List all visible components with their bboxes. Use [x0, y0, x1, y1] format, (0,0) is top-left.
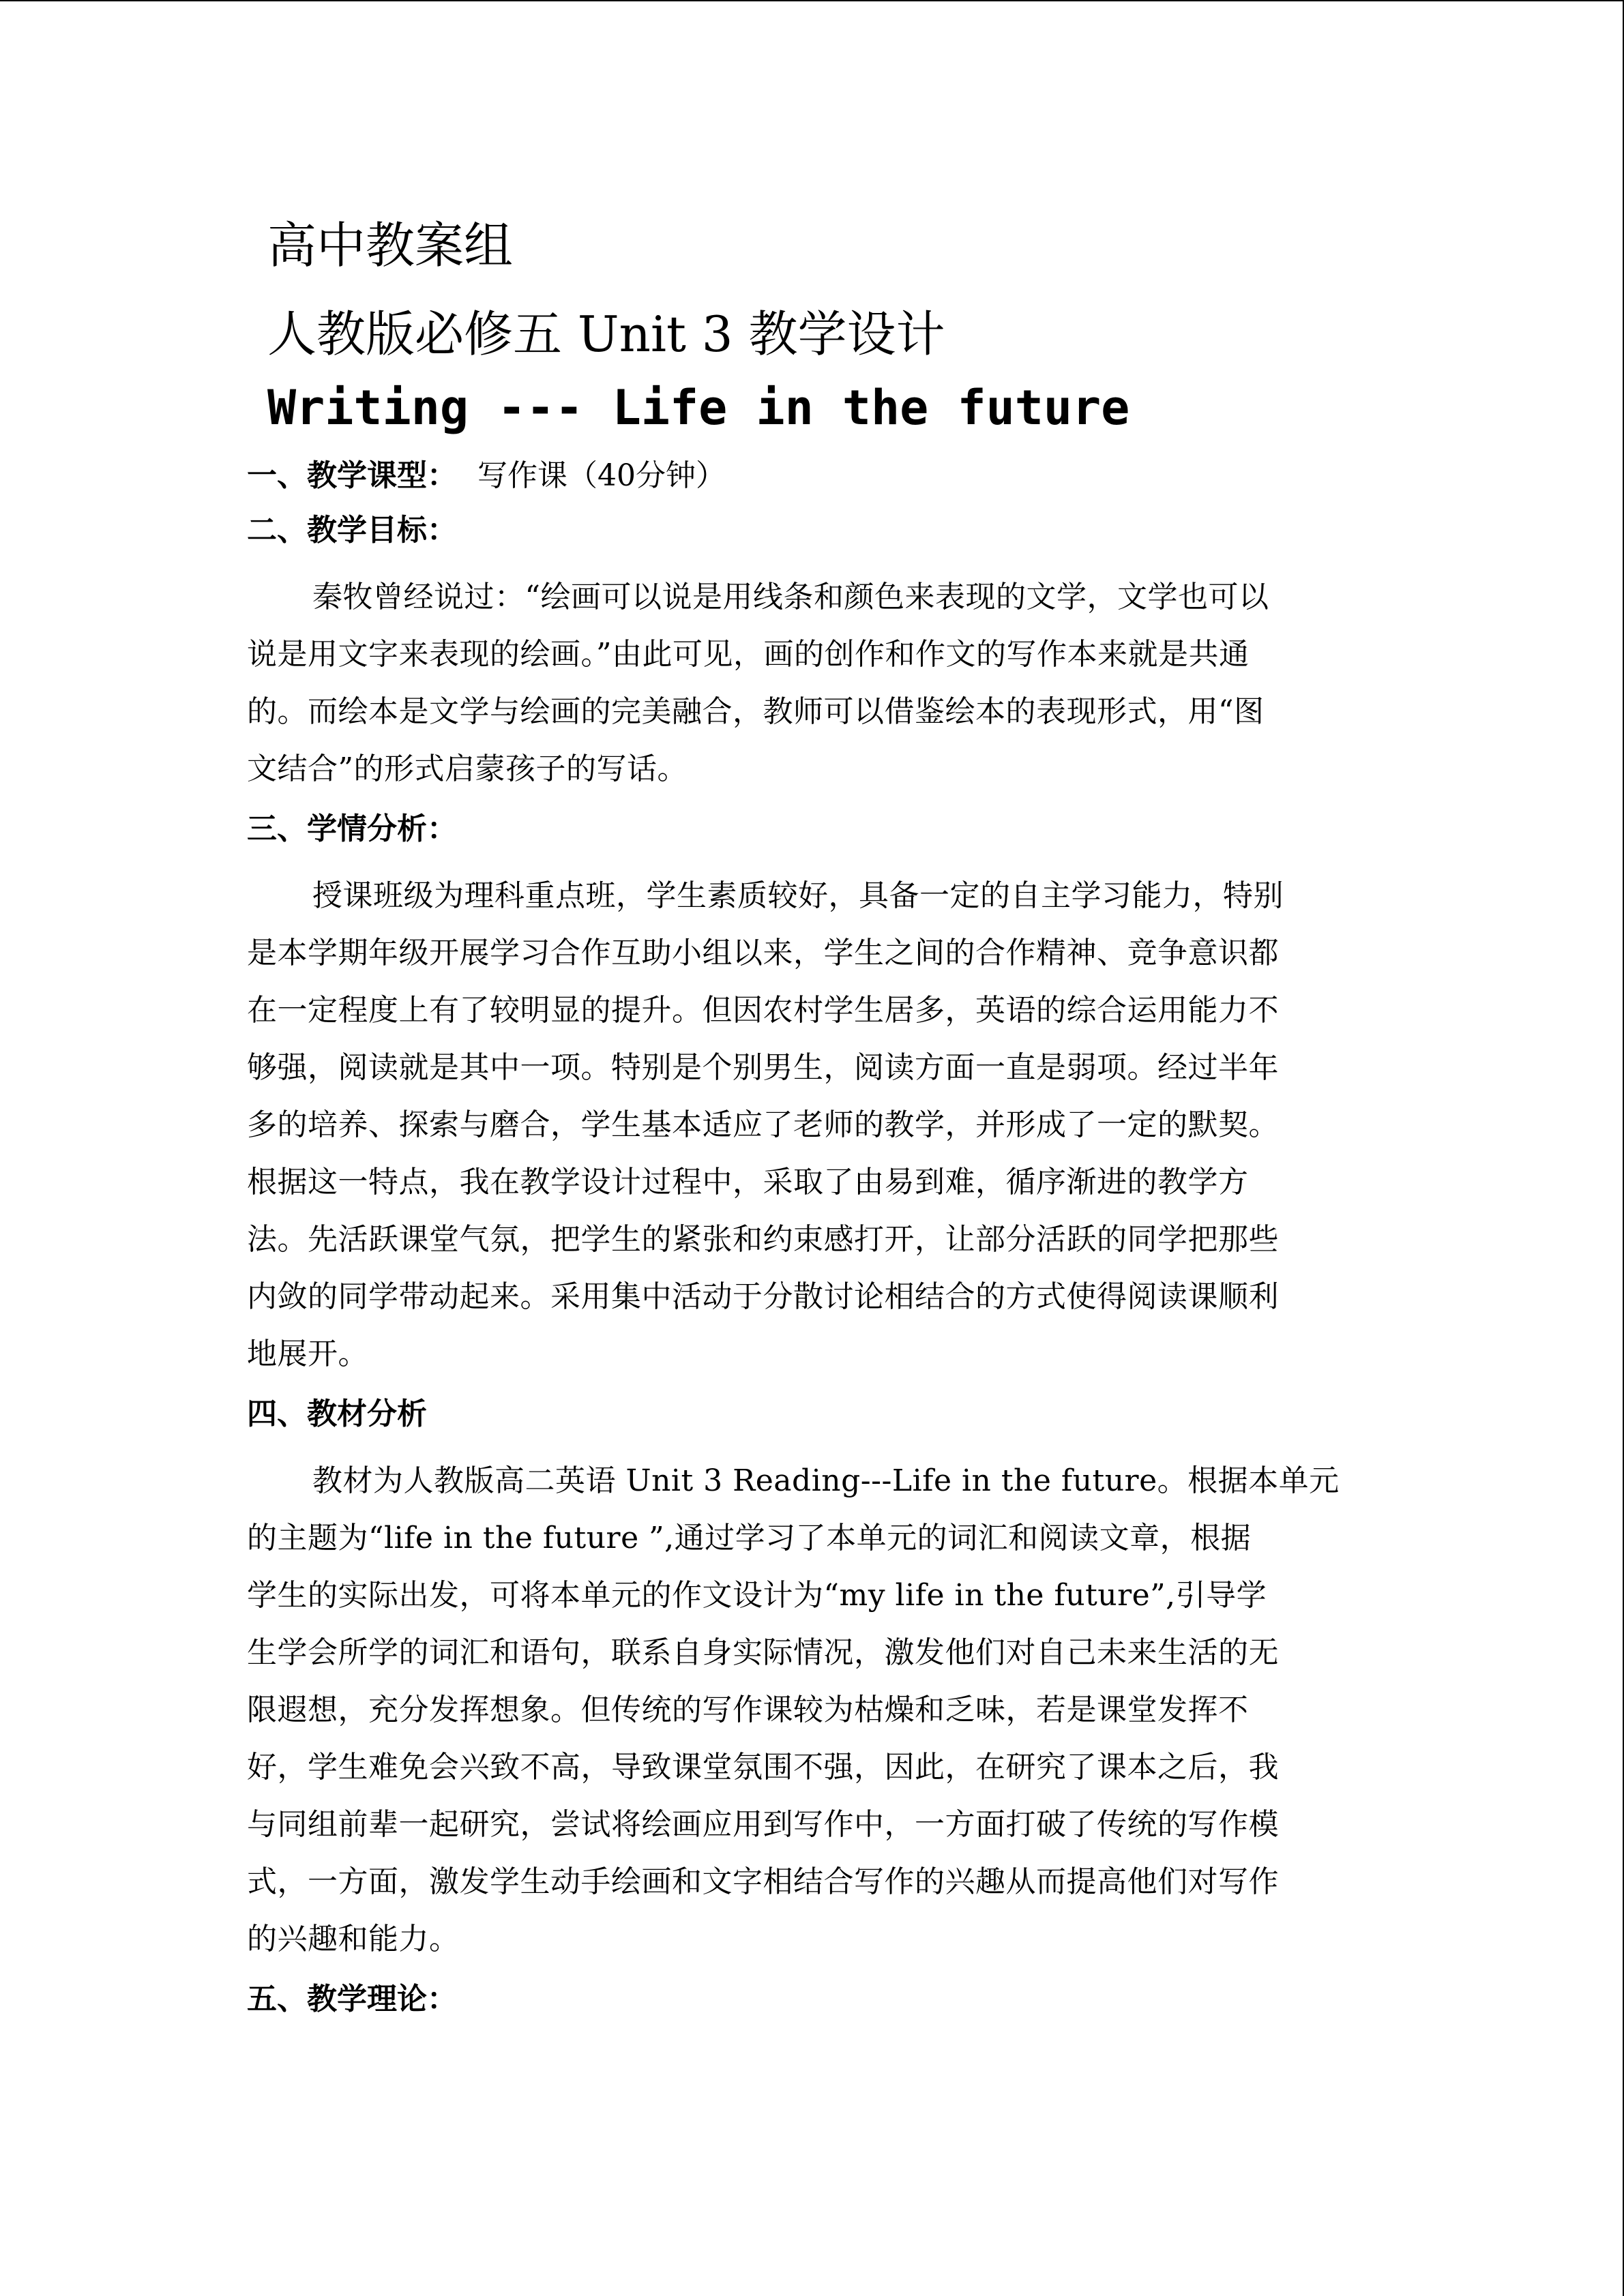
- paragraph-line: 式，一方面，激发学生动手绘画和文字相结合写作的兴趣从而提高他们对写作: [247, 1864, 1279, 1899]
- document-topic-title: Writing --- Life in the future: [267, 380, 1130, 436]
- document-lesson-title: 人教版必修五 Unit 3 教学设计: [267, 305, 945, 363]
- section-objectives-heading: 二、教学目标：: [247, 513, 457, 548]
- section-objectives-paragraph: [247, 569, 1379, 798]
- section-student-analysis-heading: 三、学情分析：: [247, 811, 457, 846]
- paragraph-line: 的兴趣和能力。: [247, 1922, 460, 1956]
- document-group-title: 高中教案组: [267, 217, 514, 274]
- section-material-analysis-heading: 四、教材分析: [247, 1397, 427, 1431]
- paragraph-line: 的。而绘本是文学与绘画的完美融合，教师可以借鉴绘本的表现形式，用“图: [247, 694, 1265, 729]
- paragraph-line: 学生的实际出发，可将本单元的作文设计为“my life in the future”,引导学: [247, 1578, 1267, 1613]
- paragraph-line: 根据这一特点，我在教学设计过程中，采取了由易到难，循序渐进的教学方: [247, 1165, 1249, 1199]
- paragraph-line: 限遐想，充分发挥想象。但传统的写作课较为枯燥和乏味，若是课堂发挥不: [247, 1693, 1249, 1727]
- paragraph-line: 法。先活跃课堂气氛，把学生的紧张和约束感打开，让部分活跃的同学把那些: [247, 1222, 1279, 1257]
- paragraph-line: 文结合”的形式启蒙孩子的写话。: [247, 751, 688, 786]
- paragraph-line: 授课班级为理科重点班，学生素质较好，具备一定的自主学习能力，特别: [312, 878, 1284, 913]
- paragraph-line: 够强，阅读就是其中一项。特别是个别男生，阅读方面一直是弱项。经过半年: [247, 1050, 1279, 1085]
- paragraph-line: 好，学生难免会兴致不高，导致课堂氛围不强，因此，在研究了课本之后，我: [247, 1750, 1279, 1785]
- section-lesson-type: [247, 451, 1379, 501]
- paragraph-line: 与同组前辈一起研究，尝试将绘画应用到写作中，一方面打破了传统的写作模: [247, 1807, 1279, 1842]
- paragraph-line: 内敛的同学带动起来。采用集中活动于分散讨论相结合的方式使得阅读课顺利: [247, 1279, 1279, 1314]
- lesson-type-value: 写作课（40分钟）: [477, 458, 726, 493]
- paragraph-line: 地展开。: [247, 1337, 368, 1371]
- paragraph-line: 在一定程度上有了较明显的提升。但因农村学生居多，英语的综合运用能力不: [247, 993, 1279, 1028]
- document-body: [247, 451, 1379, 2038]
- paragraph-line: 说是用文字来表现的绘画。”由此可见，画的创作和作文的写作本来就是共通: [247, 637, 1250, 672]
- section-heading: 一、教学课型：: [247, 458, 457, 493]
- paragraph-line: 秦牧曾经说过：“绘画可以说是用线条和颜色来表现的文学，文学也可以: [312, 580, 1269, 614]
- paragraph-line: 的主题为“life in the future ”,通过学习了本单元的词汇和阅读文章，根据: [247, 1521, 1252, 1555]
- paragraph-line: 生学会所学的词汇和语句，联系自身实际情况，激发他们对自己未来生活的无: [247, 1635, 1279, 1670]
- section-teaching-theory-heading: 五、教学理论：: [247, 1982, 457, 2016]
- section-material-analysis-paragraph: [247, 1452, 1379, 1968]
- paragraph-line: 教材为人教版高二英语 Unit 3 Reading---Life in the future。根据本单元: [312, 1463, 1340, 1498]
- section-student-analysis-paragraph: [247, 867, 1379, 1383]
- paragraph-line: 多的培养、探索与磨合，学生基本适应了老师的教学，并形成了一定的默契。: [247, 1107, 1279, 1142]
- paragraph-line: 是本学期年级开展学习合作互助小组以来，学生之间的合作精神、竞争意识都: [247, 936, 1279, 970]
